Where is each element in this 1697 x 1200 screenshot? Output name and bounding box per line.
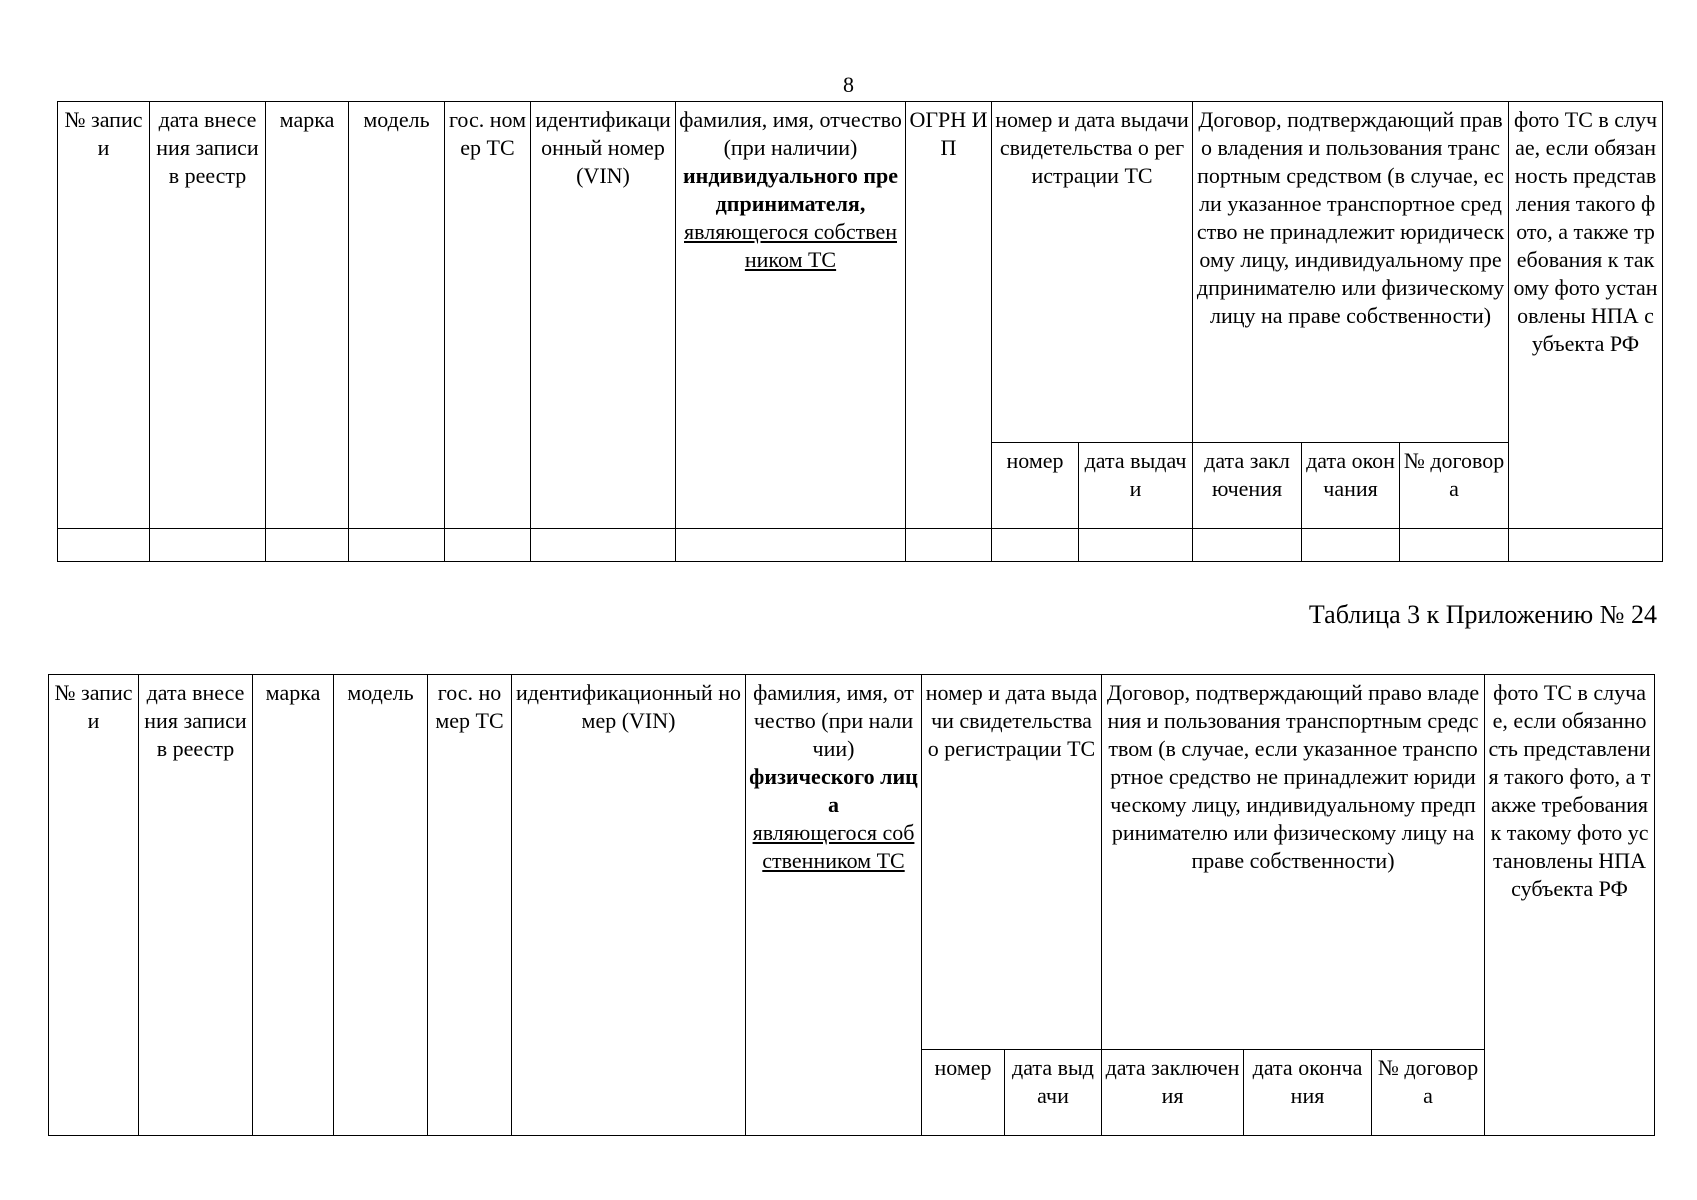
subheader-certificate-number: номер (922, 1050, 1005, 1136)
header-entry-date: дата внесения записи в реестр (139, 675, 253, 1136)
header-vehicle-photo: фото ТС в случае, если обязанность представления такого фото, а также требования к такому фото установлены НПА субъекта РФ (1485, 675, 1655, 1136)
subheader-certificate-number: номер (992, 443, 1079, 529)
header-record-number: № записи (49, 675, 139, 1136)
header-brand: марка (253, 675, 334, 1136)
header-vin: идентификационный номер (VIN) (512, 675, 746, 1136)
header-registration-certificate: номер и дата выдачи свидетельства о регистрации ТС (922, 675, 1102, 1050)
subheader-contract-end-date: дата окончания (1302, 443, 1400, 529)
subheader-contract-number: № договора (1400, 443, 1509, 529)
owner-status-underlined: являющегося собственником ТС (752, 820, 915, 873)
empty-cell (445, 529, 531, 562)
owner-name-prefix: фамилия, имя, отчество (при наличии) (753, 680, 914, 761)
subheader-contract-start-date: дата заключения (1102, 1050, 1244, 1136)
empty-cell (992, 529, 1079, 562)
header-model: модель (334, 675, 428, 1136)
page-number: 8 (843, 72, 854, 97)
header-ownership-contract: Договор, подтверждающий право владения и пользования транспортным средством (в случае, если указанное транспортное средство не принадлежит юридическому лицу, индивидуальному предпринимателю или физическому лицу на праве собственности) (1193, 102, 1509, 443)
header-vehicle-photo: фото ТС в случае, если обязанность представления такого фото, а также требования к такому фото установлены НПА субъекта РФ (1509, 102, 1663, 529)
empty-cell (349, 529, 445, 562)
registry-table-entrepreneur (57, 101, 1663, 562)
empty-cell (1509, 529, 1663, 562)
header-owner-name (676, 102, 906, 529)
header-ownership-contract: Договор, подтверждающий право владения и пользования транспортным средством (в случае, если указанное транспортное средство не принадлежит юридическому лицу, индивидуальному предпринимателю или физическому лицу на праве собственности) (1102, 675, 1485, 1050)
table-3-caption: Таблица 3 к Приложению № 24 (1308, 600, 1657, 629)
empty-cell (906, 529, 992, 562)
header-record-number: № записи (58, 102, 150, 529)
empty-cell (531, 529, 676, 562)
header-owner-name (746, 675, 922, 1136)
empty-cell (266, 529, 349, 562)
header-ogrn-ip: ОГРН ИП (906, 102, 992, 529)
owner-type-bold: индивидуального предпринимателя, (682, 163, 898, 216)
header-brand: марка (266, 102, 349, 529)
table-row-empty (58, 529, 1663, 562)
owner-type-bold: физического лица (749, 764, 918, 817)
header-plate-number: гос. номер ТС (428, 675, 512, 1136)
subheader-certificate-date: дата выдачи (1079, 443, 1193, 529)
empty-cell (1193, 529, 1302, 562)
header-vin: идентификационный номер (VIN) (531, 102, 676, 529)
owner-name-prefix: фамилия, имя, отчество (при наличии) (679, 107, 902, 160)
header-registration-certificate: номер и дата выдачи свидетельства о регистрации ТС (992, 102, 1193, 443)
subheader-contract-end-date: дата окончания (1244, 1050, 1372, 1136)
header-plate-number: гос. номер ТС (445, 102, 531, 529)
header-model: модель (349, 102, 445, 529)
subheader-contract-start-date: дата заключения (1193, 443, 1302, 529)
empty-cell (1302, 529, 1400, 562)
empty-cell (676, 529, 906, 562)
empty-cell (1400, 529, 1509, 562)
owner-status-underlined: являющегося собственником ТС (684, 219, 897, 272)
registry-table-individual (48, 674, 1655, 1136)
empty-cell (58, 529, 150, 562)
subheader-certificate-date: дата выдачи (1005, 1050, 1102, 1136)
subheader-contract-number: № договора (1372, 1050, 1485, 1136)
empty-cell (150, 529, 266, 562)
header-entry-date: дата внесения записи в реестр (150, 102, 266, 529)
empty-cell (1079, 529, 1193, 562)
